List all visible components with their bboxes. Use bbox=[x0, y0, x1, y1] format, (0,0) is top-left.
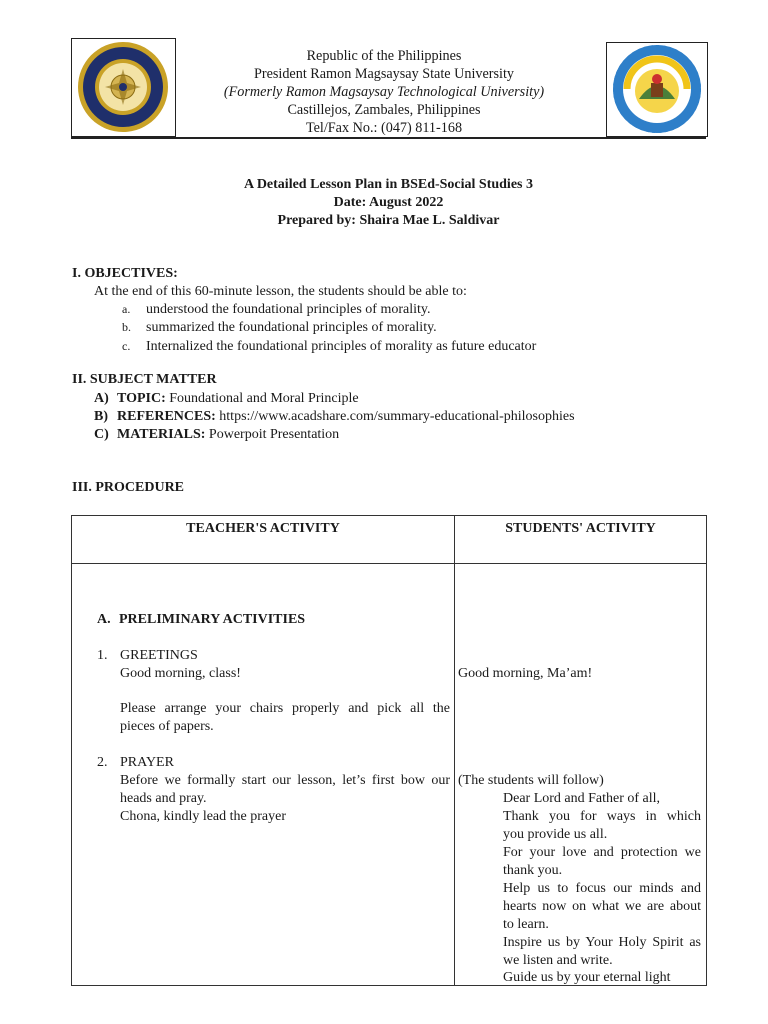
objectives-heading: I. OBJECTIVES: bbox=[72, 266, 178, 281]
students-column-header: STUDENTS' ACTIVITY bbox=[455, 516, 707, 564]
letterhead bbox=[180, 47, 588, 137]
telephone: Tel/Fax No.: (047) 811-168 bbox=[305, 120, 463, 136]
prepared-by-line: Prepared by: Shaira Mae L. Saldivar bbox=[277, 213, 500, 228]
university-seal-icon bbox=[72, 39, 175, 136]
prayer-line: we listen and write. bbox=[503, 953, 613, 968]
republic-line: Republic of the Philippines bbox=[306, 48, 462, 64]
objective-marker: c. bbox=[122, 339, 131, 353]
objective-item bbox=[122, 318, 437, 337]
prayer-instruction-2: heads and pray. bbox=[120, 791, 207, 806]
greetings-title: GREETINGS bbox=[120, 648, 198, 663]
subject-label: REFERENCES: bbox=[117, 409, 216, 424]
prayer-line: Thank you for ways in which bbox=[503, 809, 701, 824]
prayer-line: you provide us all. bbox=[503, 827, 608, 842]
subject-value: Foundational and Moral Principle bbox=[169, 391, 359, 406]
section-marker: A. bbox=[97, 612, 111, 627]
objective-text: understood the foundational principles of morality. bbox=[146, 302, 431, 317]
prayer-line: Guide us by your eternal light bbox=[503, 970, 671, 985]
prayer-leader-line: Chona, kindly lead the prayer bbox=[120, 809, 287, 824]
arrange-chairs-line: Please arrange your chairs properly and pick all the bbox=[120, 701, 450, 716]
prayer-line: For your love and protection we bbox=[503, 845, 701, 860]
prayer-line: Help us to focus our minds and bbox=[503, 881, 701, 896]
subject-marker: B) bbox=[94, 409, 108, 424]
prayer-line: to learn. bbox=[503, 917, 549, 932]
subject-item-topic bbox=[94, 390, 359, 408]
subject-item-materials bbox=[94, 426, 339, 444]
teacher-activity-cell bbox=[72, 564, 455, 986]
subject-marker: C) bbox=[94, 427, 109, 442]
subject-value: https://www.acadshare.com/summary-educational-philosophies bbox=[219, 409, 575, 424]
students-follow-note: (The students will follow) bbox=[458, 773, 604, 788]
prayer-title: PRAYER bbox=[120, 755, 174, 770]
university-name: President Ramon Magsaysay State University bbox=[253, 66, 515, 82]
prayer-line: Dear Lord and Father of all, bbox=[503, 791, 661, 806]
subject-label: MATERIALS: bbox=[117, 427, 206, 442]
preliminary-activities-title: PRELIMINARY ACTIVITIES bbox=[119, 612, 306, 627]
prayer-instruction: Before we formally start our lesson, let’s first bow our bbox=[120, 773, 450, 788]
arrange-chairs-line-2: pieces of papers. bbox=[120, 719, 214, 734]
teacher-column-header: TEACHER'S ACTIVITY bbox=[72, 516, 455, 564]
objective-text: summarized the foundational principles of morality. bbox=[146, 320, 437, 335]
teacher-greeting: Good morning, class! bbox=[120, 666, 241, 681]
objective-item bbox=[122, 300, 430, 319]
students-activity-cell bbox=[455, 564, 707, 986]
address: Castillejos, Zambales, Philippines bbox=[287, 102, 481, 118]
greetings-marker: 1. bbox=[97, 648, 108, 663]
university-logo-box bbox=[71, 38, 176, 137]
subject-matter-heading: II. SUBJECT MATTER bbox=[72, 372, 217, 387]
prayer-line: Inspire us by Your Holy Spirit as bbox=[503, 935, 701, 950]
former-name: (Formerly Ramon Magsaysay Technological University) bbox=[223, 84, 545, 100]
lesson-plan-title bbox=[71, 176, 706, 230]
title-line: A Detailed Lesson Plan in BSEd-Social Studies 3 bbox=[243, 177, 533, 192]
subject-marker: A) bbox=[94, 391, 109, 406]
subject-label: TOPIC: bbox=[117, 391, 166, 406]
objective-item bbox=[122, 337, 536, 356]
college-logo-box bbox=[606, 42, 708, 137]
objective-marker: b. bbox=[122, 320, 131, 334]
procedure-table bbox=[71, 515, 707, 986]
date-line: Date: August 2022 bbox=[333, 195, 444, 210]
procedure-heading: III. PROCEDURE bbox=[72, 480, 185, 495]
college-of-education-seal-icon bbox=[607, 43, 707, 136]
students-greeting: Good morning, Ma’am! bbox=[458, 666, 593, 681]
objectives-intro: At the end of this 60-minute lesson, the students should be able to: bbox=[94, 284, 467, 299]
prayer-marker: 2. bbox=[97, 755, 108, 770]
subject-item-references bbox=[94, 408, 575, 426]
table-header-row bbox=[72, 516, 707, 564]
objective-marker: a. bbox=[122, 302, 131, 316]
table-row bbox=[72, 564, 707, 986]
objective-text: Internalized the foundational principles of morality as future educator bbox=[146, 339, 537, 354]
prayer-line: thank you. bbox=[503, 863, 563, 878]
prayer-line: hearts now on what we are about bbox=[503, 899, 701, 914]
subject-value: Powerpoit Presentation bbox=[208, 427, 340, 442]
header-divider bbox=[71, 137, 706, 139]
